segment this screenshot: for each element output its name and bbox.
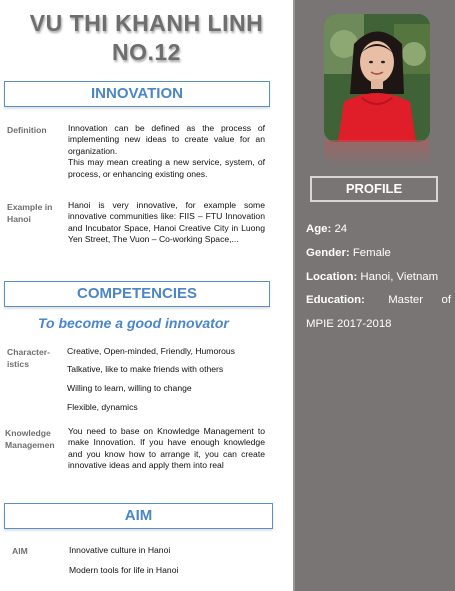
innovation-heading: INNOVATION <box>4 81 270 107</box>
characteristic-item: Willing to learn, willing to change <box>67 383 192 393</box>
profile-heading: PROFILE <box>310 176 438 202</box>
aim-item: Modern tools for life in Hanoi <box>69 565 179 575</box>
portrait-image <box>324 14 430 142</box>
person-name: VU THI KHANH LINH <box>29 10 264 36</box>
definition-label: Definition <box>7 125 47 135</box>
example-text: Hanoi is very innovative, for example some innovative communities like: FIIS – FTU Innovation and Incubator Space, Hanoi Creative City in Luong Yen Street, The Vuon – Co-working Space,... <box>68 200 265 245</box>
aim-item: Innovative culture in Hanoi <box>69 545 171 555</box>
knowledge-label <box>5 427 55 451</box>
aim-label: AIM <box>12 546 28 556</box>
definition-paragraph-1: Innovation can be defined as the process of implementing new ideas to create value for an organization. <box>68 123 265 156</box>
location-value: Hanoi, Vietnam <box>357 271 439 283</box>
knowledge-text: You need to base on Knowledge Management to make Innovation. If you have enough knowledge and you know how to arrange it, you can create innovative ideas and apply them into real <box>68 426 265 471</box>
education-program: MPIE 2017-2018 <box>306 318 392 330</box>
competencies-heading: COMPETENCIES <box>4 281 270 307</box>
location-label: Location: <box>306 271 358 283</box>
definition-text <box>68 123 265 180</box>
characteristics-label-line2: istics <box>7 359 29 369</box>
age-value: 24 <box>331 223 348 235</box>
gender-value: Female <box>349 247 391 259</box>
aim-heading: AIM <box>4 503 273 529</box>
characteristic-item: Flexible, dynamics <box>67 402 138 412</box>
gender-label: Gender: <box>306 247 350 259</box>
age-row <box>306 223 347 235</box>
knowledge-label-line2: Managemen <box>5 440 55 450</box>
person-number: NO.12 <box>112 39 181 65</box>
characteristics-label <box>7 346 50 370</box>
education-of: of <box>441 294 451 306</box>
photo-reflection <box>324 140 430 166</box>
gender-row <box>306 247 391 259</box>
profile-photo <box>324 14 430 142</box>
education-label: Education: <box>306 294 365 306</box>
competencies-tagline: To become a good innovator <box>38 315 229 331</box>
example-label-line2: Hanoi <box>7 214 31 224</box>
example-label <box>7 201 52 225</box>
age-label: Age: <box>306 223 332 235</box>
definition-paragraph-2: This may mean creating a new service, system, of process, or enhancing existing ones. <box>68 157 265 179</box>
knowledge-label-line1: Knowledge <box>5 428 51 438</box>
education-value: Master <box>388 294 423 306</box>
characteristic-item: Creative, Open-minded, Friendly, Humorous <box>67 346 235 356</box>
location-row <box>306 271 438 283</box>
characteristics-label-line1: Character- <box>7 347 50 357</box>
characteristic-item: Talkative, like to make friends with others <box>67 364 224 374</box>
example-label-line1: Example in <box>7 202 53 212</box>
education-row <box>306 294 451 306</box>
